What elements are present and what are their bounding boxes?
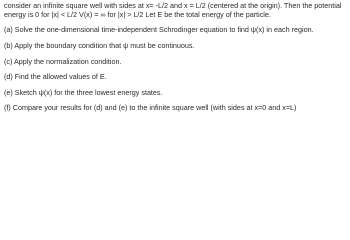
- question-part-b: (b) Apply the boundary condition that ψ must be continuous.: [4, 40, 195, 50]
- intro-line-2: energy is 0 for |x| < L/2 V(x) = ∞ for |x| > L/2 Let E be the total energy of the particle.: [4, 9, 271, 19]
- question-part-a: (a) Solve the one-dimensional time-independent Schrodinger equation to find ψ(x) in each region.: [4, 25, 314, 35]
- question-part-c: (c) Apply the normalization condition.: [4, 56, 122, 66]
- question-part-f: (f) Compare your results for (d) and (e) to the infinite square well (with sides at x=0 and x=L): [4, 103, 297, 113]
- question-part-e: (e) Sketch ψ(x) for the three lowest energy states.: [4, 87, 163, 97]
- intro-line-1: consider an infinite square well with sides at x= -L/2 and x = L/2 (centered at the origin). Then the potential: [4, 1, 342, 10]
- question-part-d: (d) Find the allowed values of E.: [4, 72, 107, 82]
- problem-document: [4, 2, 346, 112]
- problem-intro: [4, 2, 346, 20]
